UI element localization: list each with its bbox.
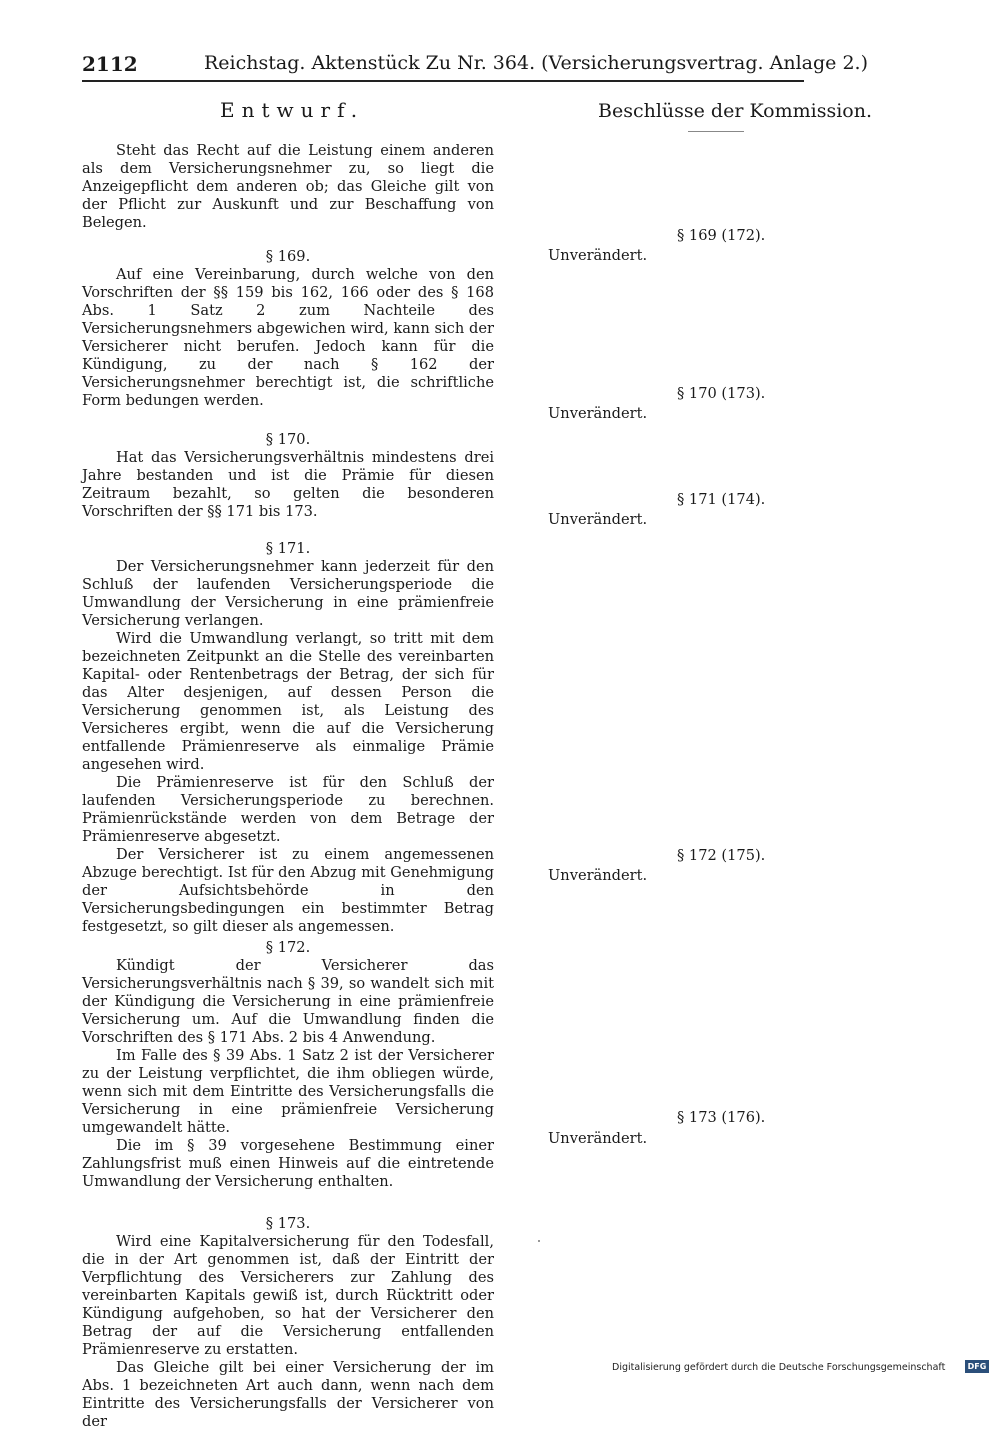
right-column-title: Beschlüsse der Kommission. <box>598 100 872 122</box>
right-title-rule <box>688 131 744 132</box>
section-173-paragraph-1: Wird eine Kapitalversicherung für den Todesfall, die in der Art genommen ist, daß der Eintritt der Verpflichtung des Versicherers zur Zahlung des vereinbarten Kapitals gewiß ist, durch Rücktritt oder Kündigung aufgehoben, so hat der Versicherer den Betrag der auf die Versicherung entfallenden Prämienreserve zu erstatten. <box>82 1233 494 1358</box>
header-rule <box>82 80 804 82</box>
section-170-paragraph: Hat das Versicherungsverhältnis mindestens drei Jahre bestanden und ist die Prämie für diesen Zeitraum bezahlt, so gelten die besonderen Vorschriften der §§ 171 bis 173. <box>82 449 494 520</box>
draft-column <box>82 142 494 1431</box>
section-171-status: Unverändert. <box>548 511 648 528</box>
section-171-paragraph-2: Wird die Umwandlung verlangt, so tritt mit dem bezeichneten Zeitpunkt an die Stelle des vereinbarten Kapital- oder Rentenbetrags der Betrag, der sich für das Alter desjenigen, auf dessen Person die Versicherung genommen ist, als Leistung des Versicheres ergibt, wenn die auf die Versicherung entfallende Prämienreserve als einmalige Prämie angesehen wird. <box>82 630 494 773</box>
digitization-credit: Digitalisierung gefördert durch die Deutsche Forschungsgemeinschaft <box>612 1362 946 1373</box>
section-172-decision-heading: § 172 (175). <box>677 847 766 864</box>
section-169-heading: § 169. <box>265 248 311 265</box>
dfg-logo: DFG <box>965 1360 989 1373</box>
section-169-decision-heading: § 169 (172). <box>677 227 766 244</box>
intro-paragraph: Steht das Recht auf die Leistung einem anderen als dem Versicherungsnehmer zu, so liegt die Anzeigepflicht dem anderen ob; das Gleiche gilt von der Pflicht zur Auskunft und zur Beschaffung von Belegen. <box>82 142 494 231</box>
section-173-paragraph-2: Das Gleiche gilt bei einer Versicherung der im Abs. 1 bezeichneten Art auch dann, wenn nach dem Eintritte des Versicherungsfalls der Versicherer von der <box>82 1359 494 1430</box>
section-170-decision-heading: § 170 (173). <box>677 385 766 402</box>
section-172-paragraph-3: Die im § 39 vorgesehene Bestimmung einer Zahlungsfrist muß einen Hinweis auf die eintretende Umwandlung der Versicherung enthalten. <box>82 1137 494 1190</box>
section-172-paragraph-1: Kündigt der Versicherer das Versicherungsverhältnis nach § 39, so wandelt sich mit der Kündigung die Versicherung in eine prämienfreie Versicherung um. Auf die Umwandlung finden die Vorschriften des § 171 Abs. 2 bis 4 Anwendung. <box>82 957 494 1046</box>
left-column-title: Entwurf. <box>220 98 365 122</box>
section-169-status: Unverändert. <box>548 247 648 264</box>
page-number: 2112 <box>82 52 138 76</box>
section-172-heading: § 172. <box>265 939 311 956</box>
section-171-paragraph-4: Der Versicherer ist zu einem angemessenen Abzuge berechtigt. Ist für den Abzug mit Genehmigung der Aufsichtsbehörde in den Versicherungsbedingungen ein bestimmter Betrag festgesetzt, so gilt dieser als angemessen. <box>82 846 494 935</box>
section-170-heading: § 170. <box>265 431 311 448</box>
section-171-paragraph-1: Der Versicherungsnehmer kann jederzeit für den Schluß der laufenden Versicherungsperiode die Umwandlung der Versicherung in eine prämienfreie Versicherung verlangen. <box>82 558 494 629</box>
section-173-decision-heading: § 173 (176). <box>677 1109 766 1126</box>
section-169-paragraph: Auf eine Vereinbarung, durch welche von den Vorschriften der §§ 159 bis 162, 166 oder des § 168 Abs. 1 Satz 2 zum Nachteile des Versicherungsnehmers abgewichen wird, kann sich der Versicherer nicht berufen. Jedoch kann für die Kündigung, zu der nach § 162 der Versicherungsnehmer berechtigt ist, die schriftliche Form bedungen werden. <box>82 266 494 409</box>
print-speck <box>538 1240 540 1242</box>
section-173-status: Unverändert. <box>548 1130 648 1147</box>
section-171-decision-heading: § 171 (174). <box>677 491 766 508</box>
section-173-heading: § 173. <box>265 1215 311 1232</box>
section-172-paragraph-2: Im Falle des § 39 Abs. 1 Satz 2 ist der Versicherer zu der Leistung verpflichtet, die ihm obliegen würde, wenn sich mit dem Eintritte des Versicherungsfalls die Versicherung in eine prämienfreie Versicherung umgewandelt hätte. <box>82 1047 494 1136</box>
page-header <box>82 50 868 80</box>
section-171-paragraph-3: Die Prämienreserve ist für den Schluß der laufenden Versicherungsperiode zu berechnen. Prämienrückstände werden von dem Betrage der Prämienreserve abgesetzt. <box>82 774 494 845</box>
section-170-status: Unverändert. <box>548 405 648 422</box>
running-title: Reichstag. Aktenstück Zu Nr. 364. (Versicherungsvertrag. Anlage 2.) <box>204 52 868 74</box>
section-172-status: Unverändert. <box>548 867 648 884</box>
section-171-heading: § 171. <box>265 540 311 557</box>
